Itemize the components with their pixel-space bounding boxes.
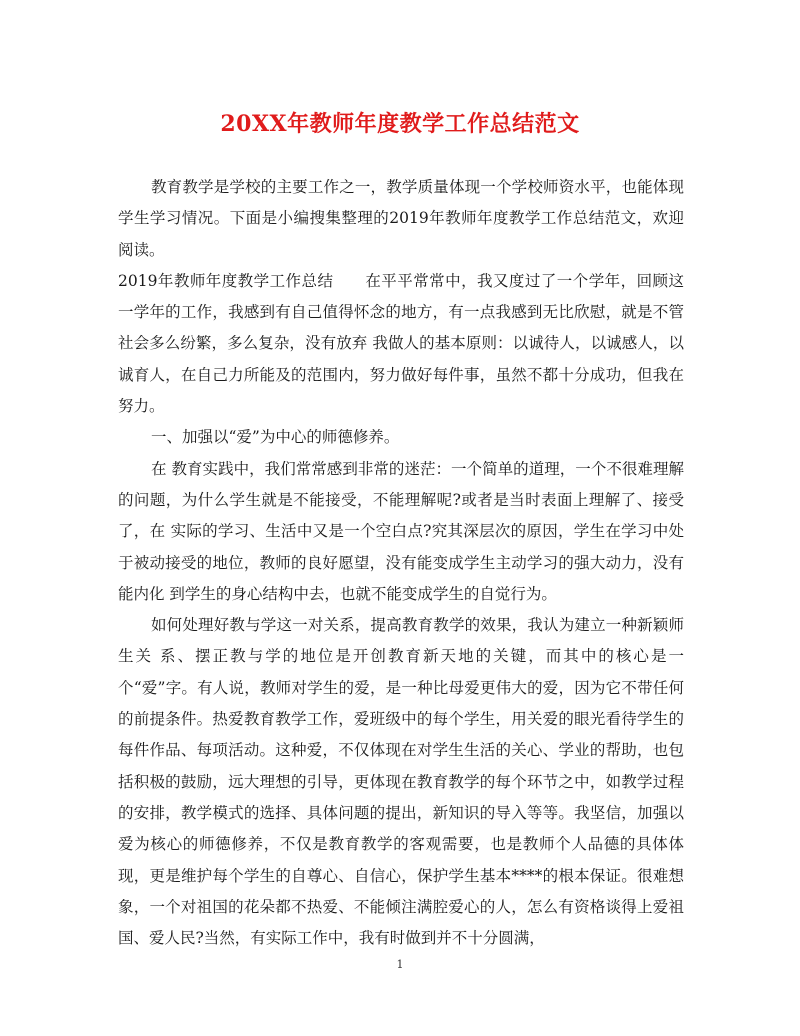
paragraph-summary-opening: 2019年教师年度教学工作总结 在平平常常中，我又度过了一个学年，回顾这一学年的工作，我感到有自己值得怀念的地方，有一点我感到无比欣慰，就是不管社会多么纷繁，多么复杂，没有放弃 我做人的基本原则：以诚待人，以诚感人，以诚育人，在自己力所能及的范围内，努力做好每件事，虽然不都十分成功，但我在努力。 (118, 271, 684, 416)
section-heading: 一、加强以“爱”为中心的师德修养。 (151, 428, 400, 447)
page-number: 1 (396, 958, 404, 971)
paragraph-relationship: 如何处理好教与学这一对关系，提高教育教学的效果，我认为建立一种新颖师生关 系、摆正教与学的地位是开创教育新天地的关键，而其中的核心是一个“爱”字。有人说，教师对学生的爱，是一种比母爱更伟大的爱，因为它不带任何的前提条件。热爱教育教学工作，爱班级中的每个学生，用关爱的眼光看待学生的 每件作品、每项活动。这种爱，不仅体现在对学生生活的关心、学业的帮助，也包括积极的鼓励，远大理想的引导，更体现在教育教学的每个环节之中，如教学过程 的安排，教学模式的选择、具体问题的提出，新知识的导入等等。我坚信，加强以爱为核心的师德修养，不仅是教育教学的客观需要，也是教师个人品德的具体体 现，更是维护每个学生的自尊心、自信心，保护学生基本****的根本保证。很难想象，一个对祖国的花朵都不热爱、不能倾注满腔爱心的人，怎么有资格谈得上爱祖 国、爱人民?当然，有实际工作中，我有时做到并不十分圆满， (118, 616, 684, 948)
paragraph-intro: 教育教学是学校的主要工作之一，教学质量体现一个学校师资水平，也能体现学生学习情况。下面是小编搜集整理的2019年教师年度教学工作总结范文，欢迎阅读。 (118, 178, 684, 259)
document-body (118, 172, 684, 954)
paragraph-practice: 在 教育实践中，我们常常感到非常的迷茫：一个简单的道理，一个不很难理解的问题，为什么学生就是不能接受，不能理解呢?或者是当时表面上理解了、接受了，在 实际的学习、生活中又是一个空白点?究其深层次的原因，学生在学习中处于被动接受的地位，教师的良好愿望，没有能变成学生主动学习的强大动力，没有能内化 到学生的身心结构中去，也就不能变成学生的自觉行为。 (118, 459, 684, 603)
document-title: 20XX年教师年度教学工作总结范文 (220, 111, 580, 137)
